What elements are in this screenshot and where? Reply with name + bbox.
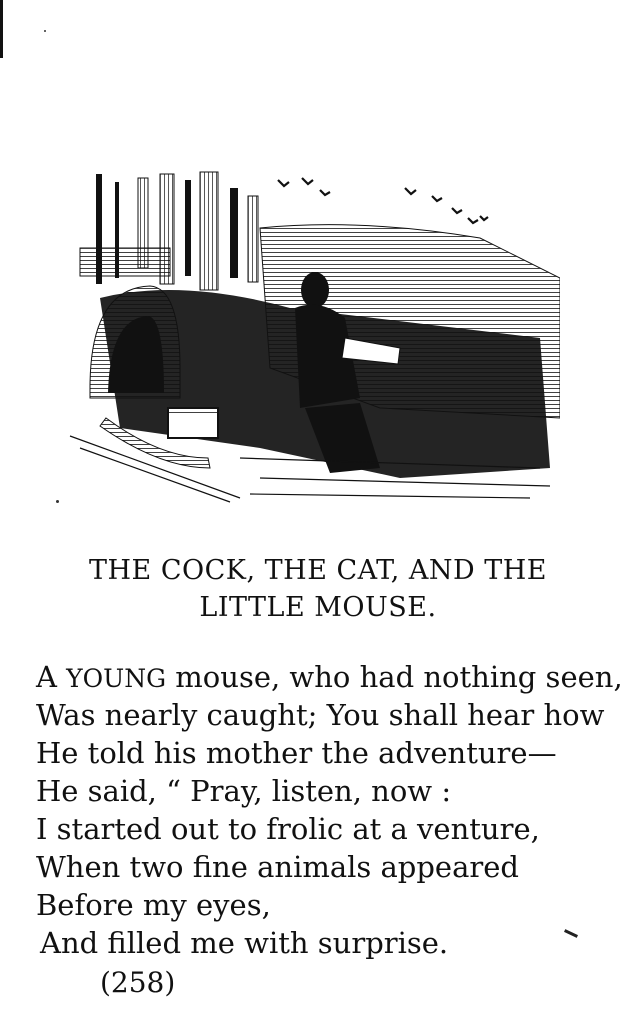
poem-line: He said, “ Pray, listen, now : [36, 774, 452, 808]
poem-line: I started out to frolic at a venture, [36, 812, 540, 846]
book-stack [80, 248, 170, 276]
poem-line-lead: A [36, 660, 67, 694]
small-caps-word: YOUNG [66, 664, 167, 693]
box-lid [168, 408, 218, 416]
poem-line-rest: mouse, who had nothing seen, [166, 660, 623, 694]
margin-rule [0, 0, 3, 58]
poem [36, 658, 623, 962]
engraving-illustration [60, 168, 560, 504]
page-number: (258) [100, 966, 176, 999]
poem-line: He told his mother the adventure— [36, 736, 557, 770]
speck [56, 500, 59, 503]
title-line-1: THE COCK, THE CAT, AND THE [89, 555, 547, 586]
poem-line: Before my eyes, [36, 888, 271, 922]
poem-line: When two fine animals appeared [36, 850, 519, 884]
title-line-2: LITTLE MOUSE. [199, 592, 437, 623]
birds [278, 178, 488, 223]
poem-line: And filled me with surprise. [40, 926, 449, 960]
speck [44, 30, 46, 32]
engraving-svg [60, 168, 560, 504]
poem-line [36, 658, 623, 696]
poem-line: Was nearly caught; You shall hear how [36, 698, 605, 732]
